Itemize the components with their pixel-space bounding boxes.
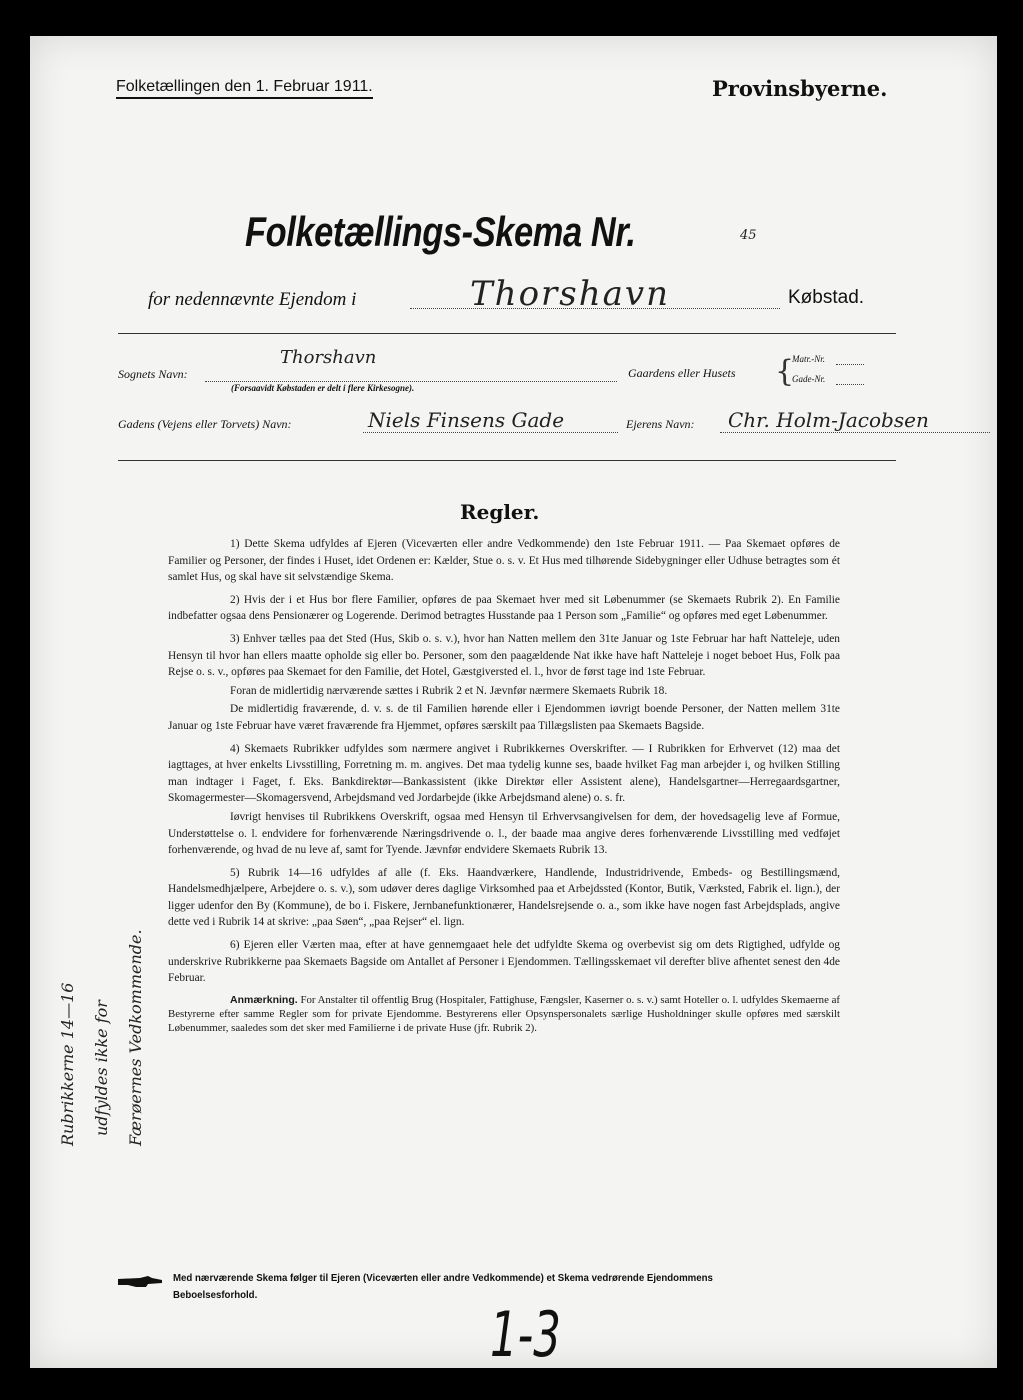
rule-paragraph: 4) Skemaets Rubrikker udfyldes som nærmere angivet i Rubrikkernes Overskrifter. — I Rubrikken for Erhvervet (12) maa det iagttages, at hver enkelts Livsstilling, Forretning m. m. angives. Det maa tydelig kunne ses, baade hvilket Fag man arbejder i, og hvilken Stilling man indtager i Faget, f. Eks. Bankdirektør—Bankassistent (ikke Direktør eller Assistent alene), Handelsgartner—Herregaardsgartner, Skomagermester—Skomagersvend, Arbejdsmand ved Jordarbejde (ikke Arbejdsmand alene) o. s. fr. bbox=[168, 742, 840, 805]
divider bbox=[118, 460, 896, 461]
census-form-page bbox=[30, 36, 997, 1371]
note-paragraph bbox=[168, 993, 840, 1035]
divider bbox=[118, 333, 896, 334]
street-handwritten: Niels Finsens Gade bbox=[368, 408, 565, 432]
rules-body bbox=[168, 536, 840, 1041]
owner-label: Ejerens Navn: bbox=[626, 417, 695, 431]
note-label: Anmærkning. bbox=[230, 993, 298, 1006]
pointing-hand-icon bbox=[118, 1274, 162, 1293]
rule-paragraph: De midlertidig fraværende, d. v. s. de til Familien hørende eller i Ejendommen iøvrigt boende Personer, der Natten mellem 31te Januar og 1ste Februar have været fraværende fra Hjemmet, opføres særskilt paa Tillægslisten paa Skemaets Bagside. bbox=[168, 703, 840, 732]
parish-handwritten: Thorshavn bbox=[280, 347, 377, 368]
margin-note-line1: Rubrikkerne 14—16 bbox=[58, 982, 77, 1146]
gade-label: Gade-Nr. bbox=[792, 374, 826, 384]
rule-paragraph: Iøvrigt henvises til Rubrikkens Overskrift, ogsaa med Hensyn til Erhvervsangivelsen for dem, der hovedsagelig leve af Formue, Understøttelse o. l. endvidere for forhenværende Næringsdrivende o. l., der baade maa angive deres forhenværende Livsstilling med vedføjet forhenværende, og hvad de nu leve af, samt for Tyende. Jævnfør endvidere Skemaets Rubrik 13. bbox=[168, 810, 840, 857]
census-date-header: Folketællingen den 1. Februar 1911. bbox=[116, 78, 373, 99]
property-suffix: Købstad. bbox=[788, 287, 865, 308]
matr-label: Matr.-Nr. bbox=[792, 354, 826, 364]
parish-label: Sognets Navn: bbox=[118, 367, 188, 381]
margin-note-line2: udfyldes ikke for bbox=[92, 1000, 111, 1136]
street-underline bbox=[363, 432, 618, 433]
gade-underline bbox=[836, 384, 864, 385]
farm-label: Gaardens eller Husets bbox=[628, 366, 736, 380]
handwritten-page-number: 1-3 bbox=[490, 1298, 561, 1371]
rules-heading: Regler. bbox=[460, 500, 540, 524]
parish-underline bbox=[205, 381, 617, 382]
rule-paragraph: Foran de midlertidig nærværende sættes i Rubrik 2 et N. Jævnfør nærmere Skemaets Rubrik 18. bbox=[230, 684, 668, 697]
form-title: Folketællings-Skema Nr. bbox=[245, 208, 636, 255]
rule-paragraph: 2) Hvis der i et Hus bor flere Familier, opføres de paa Skemaet hver med sit Løbenummer (se Skemaets Rubrik 2). En Familie indbefatter ogsaa dens Pensionærer og Logerende. Derimod betragtes Husstande paa 1 Person som „Familie“ og opføres med eget Løbenummer. bbox=[168, 593, 840, 623]
footer-note: Med nærværende Skema følger til Ejeren (Viceværten eller andre Vedkommende) et Skema vedrørende Ejendommens Beboelsesforhold. bbox=[173, 1272, 713, 1301]
town-handwritten: Thorshavn bbox=[470, 274, 671, 314]
margin-note-line3: Færøernes Vedkommende. bbox=[126, 929, 145, 1146]
rule-paragraph: 6) Ejeren eller Værten maa, efter at have gennemgaaet hele det udfyldte Skema og overbevist sig om dets Rigtighed, udfylde og underskrive Rubrikkerne paa Skemaets Bagside om Antallet af Personer i Ejendommen. Tællingsskemaet vil derefter blive afhentet senest den 4de Februar. bbox=[168, 939, 840, 985]
rule-paragraph: 1) Dette Skema udfyldes af Ejeren (Viceværten eller andre Vedkommende) den 1ste Februar 1911. — Paa Skemaet opføres de Familier og Personer, der findes i Huset, idet Ordenen er: Kælder, Stue o. s. v. Et Hus med tilhørende Sidebygninger eller Udhuse betragtes som ét samlet Hus, og skal have sit selvstændige Skema. bbox=[168, 538, 840, 584]
rule-paragraph: 3) Enhver tælles paa det Sted (Hus, Skib o. s. v.), hvor han Natten mellem den 31te Januar og 1ste Februar har haft Natteleje, uden Hensyn til hvor han ellers maatte opholde sig eller bo. Personer, som den paagældende Nat ikke have haft Natteleje i noget beboet Hus, Folk paa Rejse o. s. v., opføres paa Skemaet for den Familie, det Hotel, Gæstgiversted el. l., hvor de først tage ind 1ste Februar. bbox=[168, 632, 840, 679]
note-text: For Anstalter til offentlig Brug (Hospitaler, Fattighuse, Fængsler, Kaserner o. s. v.) samt Hoteller o. l. udfyldes Skemaerne af Bestyrerne efter samme Regler som for private Ejendomme. Bestyrerens eller Opsynspersonalets særlige Husholdninger skulle opføres med særskilt Løbenummer, saaledes som det sker med Familierne i de private Huse (jfr. Rubrik 2). bbox=[168, 993, 841, 1034]
property-prefix: for nedennævnte Ejendom i bbox=[148, 289, 357, 310]
brace-icon: { bbox=[775, 354, 795, 389]
owner-underline bbox=[720, 432, 990, 433]
rule-paragraph: 5) Rubrik 14—16 udfyldes af alle (f. Eks. Haandværkere, Handlende, Industridrivende, Embeds- og Bestillingsmænd, Handelsmedhjælpere, Arbejdere o. s. v.), som udøver deres daglige Virksomhed paa et Arbejdssted (Kontor, Butik, Værksted, Fabrik el. lign.), der ligger udenfor den By (Kommune), de bo i. Fiskere, Jernbanefunktionærer, Handelsrejsende o. a., som ikke have nogen fast Arbejdsplads, angive dette ved i Rubrik 14 at skrive: „paa Søen“, „paa Rejser“ el. lign. bbox=[168, 866, 840, 929]
owner-handwritten: Chr. Holm-Jacobsen bbox=[728, 408, 929, 432]
matr-underline bbox=[836, 364, 864, 365]
street-label: Gadens (Vejens eller Torvets) Navn: bbox=[118, 417, 292, 431]
form-number: 45 bbox=[740, 228, 757, 243]
parish-note: (Forsaavidt Købstaden er delt i flere Kirkesogne). bbox=[231, 383, 415, 393]
region-header: Provinsbyerne. bbox=[712, 76, 888, 101]
